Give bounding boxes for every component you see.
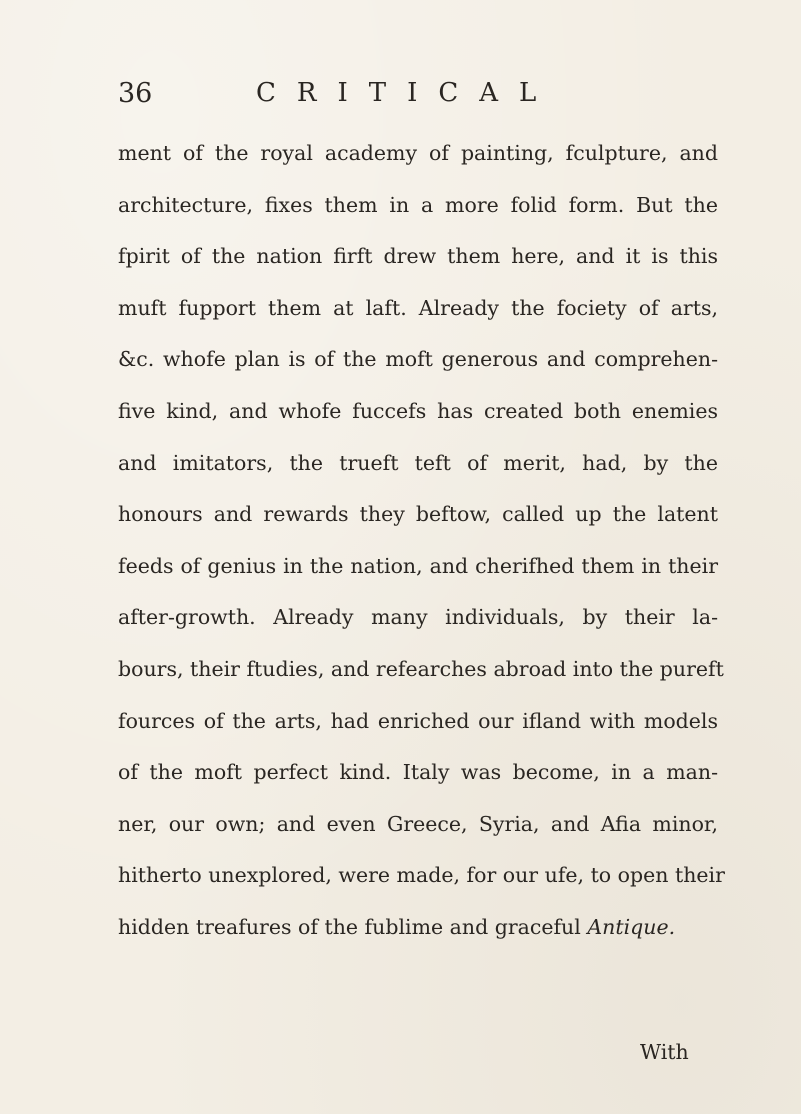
catchword: With bbox=[640, 1040, 689, 1064]
text-line: bours, their ftudies, and refearches abroad into the pureft bbox=[118, 656, 724, 681]
text-line: architecture, fixes them in a more folid form. But the bbox=[118, 192, 718, 217]
final-line-text: hidden treafures of the fublime and graceful bbox=[118, 914, 588, 939]
text-line-final bbox=[118, 902, 718, 954]
text-line: ment of the royal academy of painting, fculpture, and bbox=[118, 141, 718, 165]
italic-word: Antique. bbox=[587, 914, 676, 939]
page-number: 36 bbox=[118, 78, 153, 109]
text-line: muft fupport them at laft. Already the fociety of arts, bbox=[118, 295, 718, 320]
text-line: five kind, and whofe fuccefs has created both enemies bbox=[118, 398, 718, 423]
text-line: and imitators, the trueft teft of merit, had, by the bbox=[118, 450, 718, 475]
running-title: CRITICAL bbox=[256, 78, 558, 108]
running-head bbox=[118, 78, 738, 118]
body-text bbox=[118, 128, 725, 954]
text-line: after-growth. Already many individuals, by their la- bbox=[118, 605, 718, 630]
text-line: ner, our own; and even Greece, Syria, and Afia minor, bbox=[118, 811, 718, 836]
text-line: &c. whofe plan is of the moft generous and comprehen- bbox=[118, 347, 718, 372]
text-line: honours and rewards they beftow, called up the latent bbox=[118, 502, 718, 527]
text-line: of the moft perfect kind. Italy was become, in a man- bbox=[118, 760, 718, 785]
text-line: fources of the arts, had enriched our ifland with models bbox=[118, 708, 718, 733]
text-line: hitherto unexplored, were made, for our ufe, to open their bbox=[118, 863, 725, 888]
text-line: feeds of genius in the nation, and cherifhed them in their bbox=[118, 553, 718, 578]
text-line: fpirit of the nation firft drew them here, and it is this bbox=[118, 244, 718, 269]
